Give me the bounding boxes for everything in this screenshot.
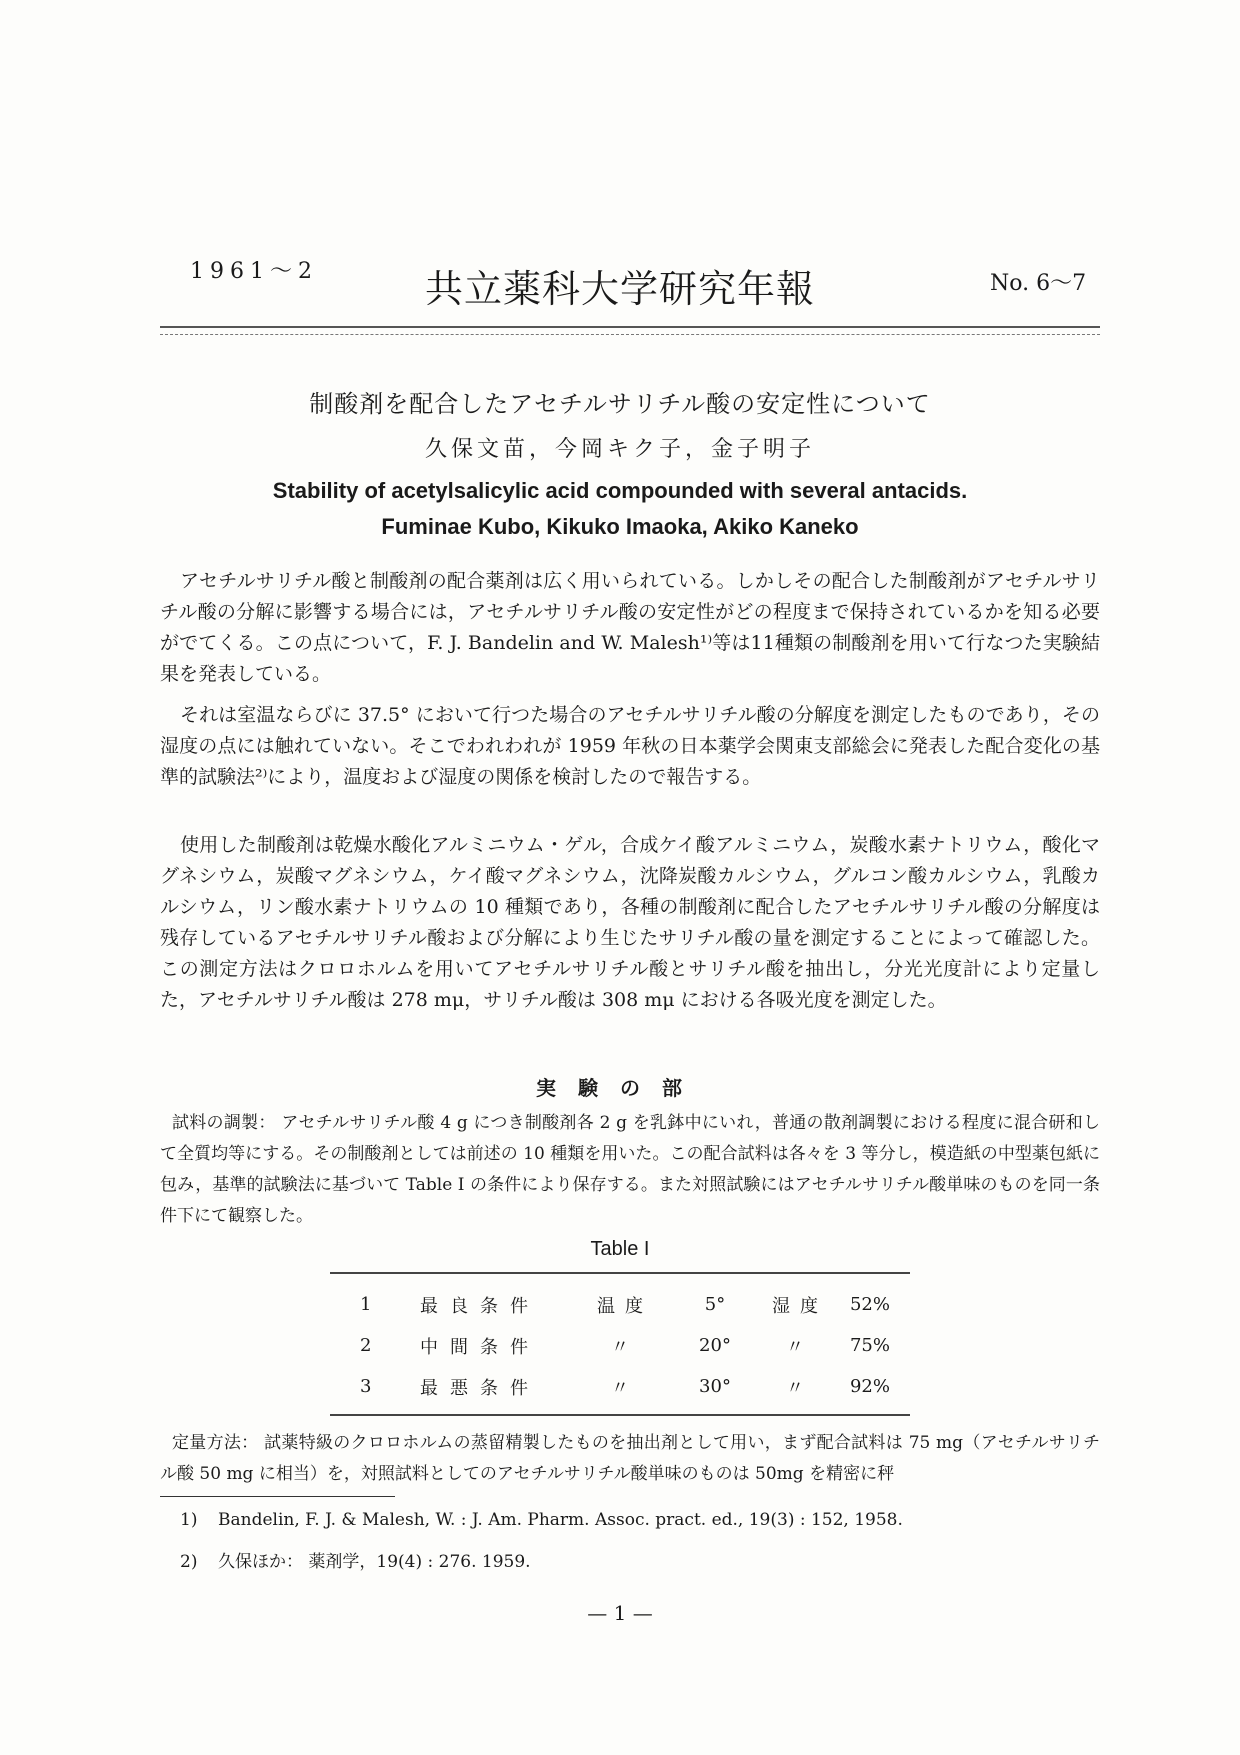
condition-label: 最良条件 bbox=[420, 1295, 540, 1317]
humidity-label: 湿度 bbox=[772, 1295, 828, 1317]
header-year: 1961～2 bbox=[190, 259, 318, 284]
humidity-label: 〃 bbox=[786, 1336, 814, 1358]
table-bottom-rule bbox=[330, 1414, 910, 1416]
table-caption: Table I bbox=[590, 1238, 650, 1260]
footnote-rule bbox=[160, 1496, 395, 1497]
humidity-value: 75% bbox=[849, 1335, 890, 1356]
row-number: 2 bbox=[360, 1335, 372, 1356]
row-number: 3 bbox=[360, 1376, 372, 1397]
table-row bbox=[360, 1284, 900, 1325]
authors-en: Fuminae Kubo, Kikuko Imaoka, Akiko Kaneko bbox=[381, 514, 859, 539]
humidity-value: 92% bbox=[849, 1376, 890, 1397]
humidity-value: 52% bbox=[849, 1294, 890, 1315]
row-number: 1 bbox=[360, 1294, 372, 1315]
article-title-en: Stability of acetylsalicylic acid compounded with several antacids. bbox=[272, 478, 968, 503]
temperature-label: 〃 bbox=[611, 1377, 639, 1399]
humidity-label: 〃 bbox=[786, 1377, 814, 1399]
condition-label: 中間条件 bbox=[420, 1336, 540, 1358]
paragraph-background: それは室温ならびに 37.5° において行つた場合のアセチルサリチル酸の分解度を測定したものであり，その湿度の点には触れていない。そこでわれわれが 1959 年秋の日本薬学会関東支部総会に発表した配合変化の基準的試験法²⁾により，温度および湿度の関係を検討したので報告する。 bbox=[160, 704, 1100, 788]
temperature-value: 5° bbox=[704, 1294, 726, 1315]
footnote-text: 久保ほか： 薬剤学，19(4) : 276. 1959. bbox=[218, 1552, 531, 1572]
condition-label: 最悪条件 bbox=[420, 1377, 540, 1399]
conditions-table bbox=[360, 1284, 900, 1407]
footnote-number: 1) bbox=[180, 1510, 198, 1530]
footnote-text: Bandelin, F. J. & Malesh, W. : J. Am. Pharm. Assoc. pract. ed., 19(3) : 152, 1958. bbox=[218, 1510, 903, 1530]
temperature-label: 温度 bbox=[597, 1295, 653, 1317]
table-row bbox=[360, 1366, 900, 1407]
paragraph-antacids: 使用した制酸剤は乾燥水酸化アルミニウム・ゲル，合成ケイ酸アルミニウム，炭酸水素ナトリウム，酸化マグネシウム，炭酸マグネシウム，ケイ酸マグネシウム，沈降炭酸カルシウム，グルコン酸カルシウム，乳酸カルシウム，リン酸水素ナトリウムの 10 種類であり，各種の制酸剤に配合したアセチルサリチル酸の分解度は残存しているアセチルサリチル酸および分解により生じたサリチル酸の量を測定することによって確認した。この測定方法はクロロホルムを用いてアセチルサリチル酸とサリチル酸を抽出し，分光光度計により定量した，アセチルサリチル酸は 278 mμ，サリチル酸は 308 mμ における各吸光度を測定した。 bbox=[160, 834, 1100, 1011]
table-row bbox=[360, 1325, 900, 1366]
issue-number: No. 6～7 bbox=[990, 271, 1087, 296]
page-number: — 1 — bbox=[587, 1601, 653, 1625]
footnote-1 bbox=[180, 1510, 1080, 1530]
temperature-value: 30° bbox=[699, 1376, 731, 1397]
temperature-value: 20° bbox=[699, 1335, 731, 1356]
journal-title: 共立薬科大学研究年報 bbox=[424, 267, 815, 311]
table-top-rule bbox=[330, 1272, 910, 1274]
paragraph-sample-prep: 試料の調製： アセチルサリチル酸 4 g につき制酸剤各 2 g を乳鉢中にいれ，普通の散剤調製における程度に混合研和して全質均等にする。その制酸剤としては前述の 10 種類を用いた。この配合試料は各々を 3 等分し，模造紙の中型薬包紙に包み，基準的試験法に基づいて Table I の条件により保存する。また対照試験にはアセチルサリチル酸単味のものを同一条件下にて観察した。 bbox=[160, 1113, 1100, 1226]
paragraph-intro: アセチルサリチル酸と制酸剤の配合薬剤は広く用いられている。しかしその配合した制酸剤がアセチルサリチル酸の分解に影響する場合には，アセチルサリチル酸の安定性がどの程度まで保持されているかを知る必要がでてくる。この点について，F. J. Bandelin and W. Malesh¹⁾等は11種類の制酸剤を用いて行なつた実験結果を発表している。 bbox=[160, 570, 1100, 685]
authors-ja: 久保文苗，今岡キク子，金子明子 bbox=[424, 437, 815, 462]
section-title: 実験の部 bbox=[536, 1076, 704, 1100]
footnote-number: 2) bbox=[180, 1552, 198, 1572]
footnote-2 bbox=[180, 1547, 1080, 1572]
paragraph-quantification: 定量方法： 試薬特級のクロロホルムの蒸留精製したものを抽出剤として用い，まず配合試料は 75 mg（アセチルサリチル酸 50 mg に相当）を，対照試料としてのアセチルサリチル酸単味のものは 50mg を精密に秤 bbox=[160, 1433, 1100, 1484]
header-rule bbox=[160, 326, 1100, 335]
article-title-ja: 制酸剤を配合したアセチルサリチル酸の安定性について bbox=[309, 390, 931, 418]
temperature-label: 〃 bbox=[611, 1336, 639, 1358]
